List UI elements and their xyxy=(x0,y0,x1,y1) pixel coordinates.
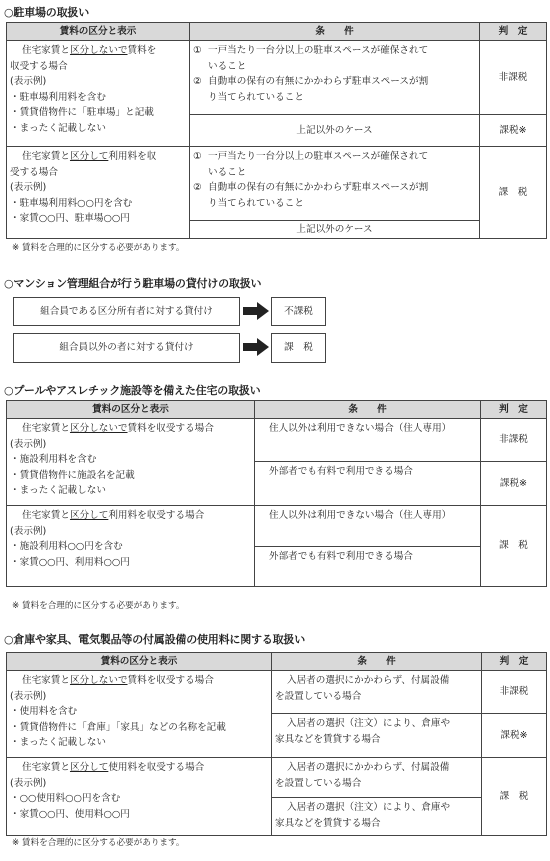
condition-cell: 外部者でも有料で利用できる場合 xyxy=(255,547,481,587)
section1-title: ○駐車場の取扱い xyxy=(4,6,89,19)
flow-nonmembers-box: 組合員以外の者に対する貸付け xyxy=(13,333,240,363)
section4-note: ※ 賃料を合理的に区分する必要があります。 xyxy=(12,838,185,848)
section3-title: ○プールやアスレチック施設等を備えた住宅の取扱い xyxy=(4,384,261,397)
row-separated: 住宅家賃と区分して利用料を収受する場合 (表示例) ・施設利用料○○円を含む ・家賃○○円、利用料○○円 xyxy=(7,506,255,587)
section1-note: ※ 賃料を合理的に区分する必要があります。 xyxy=(12,243,185,253)
condition-cell: 入居者の選択（注文）により、倉庫や 家具などを賃貸する場合 xyxy=(272,798,482,836)
section3-note: ※ 賃料を合理的に区分する必要があります。 xyxy=(12,601,185,611)
row-separated: 住宅家賃と区分して利用料を収 受する場合 (表示例) ・駐車場利用料○○円を含む ・家賃○○円、駐車場○○円 xyxy=(7,147,190,239)
header-conditions: 条 件 xyxy=(255,401,481,419)
header-verdict: 判 定 xyxy=(481,401,547,419)
header-fee-category: 賃料の区分と表示 xyxy=(7,23,190,41)
verdict-cell: 非課税 xyxy=(480,41,547,115)
row-not-separated: 住宅家賃と区分しないで賃料を収受する場合 (表示例) ・施設利用料を含む ・賃貸借物件に施設名を記載 ・まったく記載しない xyxy=(7,419,255,506)
verdict-cell: 非課税 xyxy=(481,419,547,462)
verdict-cell: 非課税 xyxy=(482,671,547,714)
verdict-cell: 課 税 xyxy=(480,147,547,239)
other-cases-cell: 上記以外のケース xyxy=(190,221,480,239)
flow-members-box: 組合員である区分所有者に対する貸付け xyxy=(13,297,240,326)
condition-cell: 外部者でも有料で利用できる場合 xyxy=(255,462,481,506)
verdict-cell: 課税※ xyxy=(482,714,547,758)
condition-cell: 入居者の選択にかかわらず、付属設備 を設置している場合 xyxy=(272,671,482,714)
row-not-separated: 住宅家賃と区分しないで賃料を収受する場合 (表示例) ・使用料を含む ・賃貸借物件に「倉庫」「家具」などの名称を記載 ・まったく記載しない xyxy=(7,671,272,758)
row-separated: 住宅家賃と区分して使用料を収受する場合 (表示例) ・○○使用料○○円を含む ・家賃○○円、使用料○○円 xyxy=(7,758,272,836)
header-conditions: 条 件 xyxy=(190,23,480,41)
pool-facility-table xyxy=(6,400,547,587)
header-fee-category: 賃料の区分と表示 xyxy=(7,401,255,419)
condition-cell: ① 一戸当たり一台分以上の駐車スペースが確保されて いること ② 自動車の保有の有無にかかわらず駐車スペースが割 り当てられていること xyxy=(190,41,480,115)
header-verdict: 判 定 xyxy=(480,23,547,41)
parking-table xyxy=(6,22,547,239)
arrow-right-icon xyxy=(243,338,269,356)
condition-cell: ① 一戸当たり一台分以上の駐車スペースが確保されて いること ② 自動車の保有の有無にかかわらず駐車スペースが割 り当てられていること xyxy=(190,147,480,221)
verdict-cell: 課税※ xyxy=(481,462,547,506)
header-conditions: 条 件 xyxy=(272,653,482,671)
row-not-separated: 住宅家賃と区分しないで賃料を 収受する場合 (表示例) ・駐車場利用料を含む ・賃貸借物件に「駐車場」と記載 ・まったく記載しない xyxy=(7,41,190,147)
header-fee-category: 賃料の区分と表示 xyxy=(7,653,272,671)
section2-title: ○マンション管理組合が行う駐車場の貸付けの取扱い xyxy=(4,277,262,290)
verdict-cell: 課 税 xyxy=(481,506,547,587)
condition-cell: 入居者の選択（注文）により、倉庫や 家具などを賃貸する場合 xyxy=(272,714,482,758)
flow-members-result: 不課税 xyxy=(271,297,326,326)
verdict-cell: 課税※ xyxy=(480,115,547,147)
header-verdict: 判 定 xyxy=(482,653,547,671)
flow-nonmembers-result: 課 税 xyxy=(271,333,326,363)
condition-cell: 入居者の選択にかかわらず、付属設備 を設置している場合 xyxy=(272,758,482,798)
equipment-table xyxy=(6,652,547,836)
other-cases-cell: 上記以外のケース xyxy=(190,115,480,147)
verdict-cell: 課 税 xyxy=(482,758,547,836)
arrow-right-icon xyxy=(243,302,269,320)
condition-cell: 住人以外は利用できない場合（住人専用） xyxy=(255,419,481,462)
condition-cell: 住人以外は利用できない場合（住人専用） xyxy=(255,506,481,547)
section4-title: ○倉庫や家具、電気製品等の付属設備の使用料に関する取扱い xyxy=(4,633,305,646)
